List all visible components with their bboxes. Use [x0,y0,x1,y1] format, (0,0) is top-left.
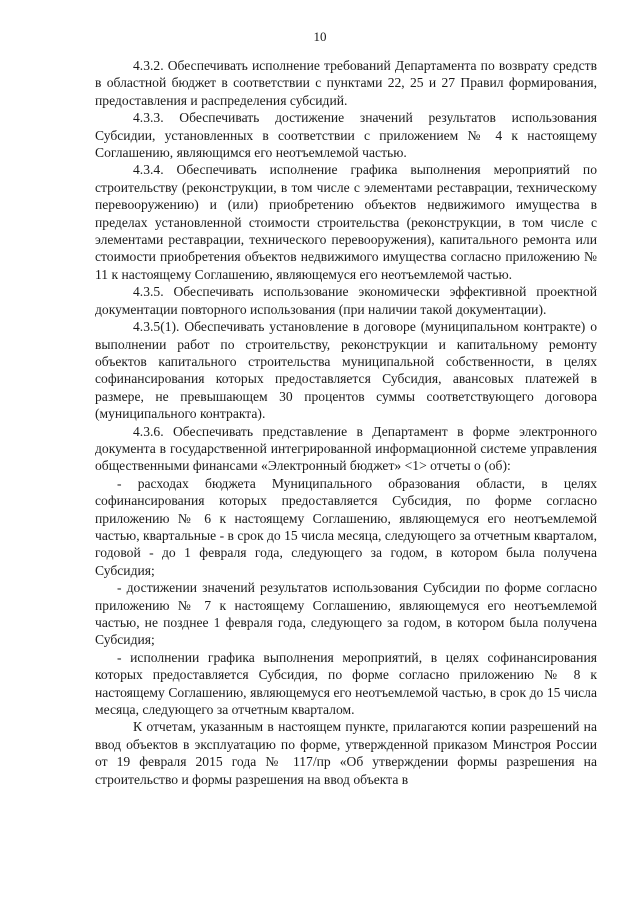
clause-4-3-5: 4.3.5. Обеспечивать использование экономически эффективной проектной документации повторного использования (при наличии такой документации). [95,284,597,317]
clause-4-3-3: 4.3.3. Обеспечивать достижение значений результатов использования Субсидии, установленных в соответствии с приложением № 4 к настоящему Соглашению, являющимся его неотъемлемой частью. [95,110,597,161]
clause-4-3-2: 4.3.2. Обеспечивать исполнение требований Департамента по возврату средств в областной бюджет в соответствии с пунктами 22, 25 и 27 Правил формирования, предоставления и распределения субсидий. [95,58,597,108]
reports-attachment-paragraph: К отчетам, указанным в настоящем пункте, прилагаются копии разрешений на ввод объектов в эксплуатацию по форме, утвержденной приказом Минстроя России от 19 февраля 2015 года № 117/пр «Об утверждении формы разрешения на строительство и формы разрешения на ввод объекта в [95,719,597,787]
report-item-results: - достижении значений результатов использования Субсидии по форме согласно приложению № 7 к настоящему Соглашению, являющемуся его неотъемлемой частью, не позднее 1 февраля года, следующего за годом, в котором была получена Субсидия; [95,580,597,648]
document-body [95,57,597,788]
page-number: 10 [313,29,327,44]
report-item-schedule: - исполнении графика выполнения мероприятий, в целях софинансирования которых предоставляется Субсидия, по форме согласно приложению № 8 к настоящему Соглашению, являющемуся его неотъемлемой частью, в срок до 15 числа месяца, следующего за отчетным кварталом. [95,649,597,718]
clause-4-3-6: 4.3.6. Обеспечивать представление в Департамент в форме электронного документа в государственной интегрированной информационной системе управления общественными финансами «Электронный бюджет» <1> отчеты о (об): [95,423,597,474]
clause-4-3-5-1: 4.3.5(1). Обеспечивать установление в договоре (муниципальном контракте) о выполнении работ по строительству, реконструкции и капитальному ремонту объектов капитального строительства муниципальной собственности, в целях софинансирования которых предоставляется Субсидия, авансовых платежей в размере, не превышающем 30 процентов суммы соответствующего договора (муниципального контракта). [95,319,597,422]
clause-4-3-4: 4.3.4. Обеспечивать исполнение графика выполнения мероприятий по строительству (реконструкции, в том числе с элементами реставрации, техническому перевооружению) и (или) приобретению объектов недвижимого имущества в пределах установленной стоимости строительства (реконструкции, в том числе с элементами реставрации, технического перевооружения), капитального ремонта или стоимости приобретения объектов недвижимого имущества согласно приложению № 11 к настоящему Соглашению, являющемуся его неотъемлемой частью. [95,162,597,282]
report-item-expenses: - расходах бюджета Муниципального образования области, в целях софинансирования которых предоставляется Субсидия, по форме согласно приложению № 6 к настоящему Соглашению, являющемуся его неотъемлемой частью, квартальные - в срок до 15 числа месяца, следующего за отчетным кварталом, годовой - до 1 февраля года, следующего за годом, в котором была получена Субсидия; [95,475,597,578]
